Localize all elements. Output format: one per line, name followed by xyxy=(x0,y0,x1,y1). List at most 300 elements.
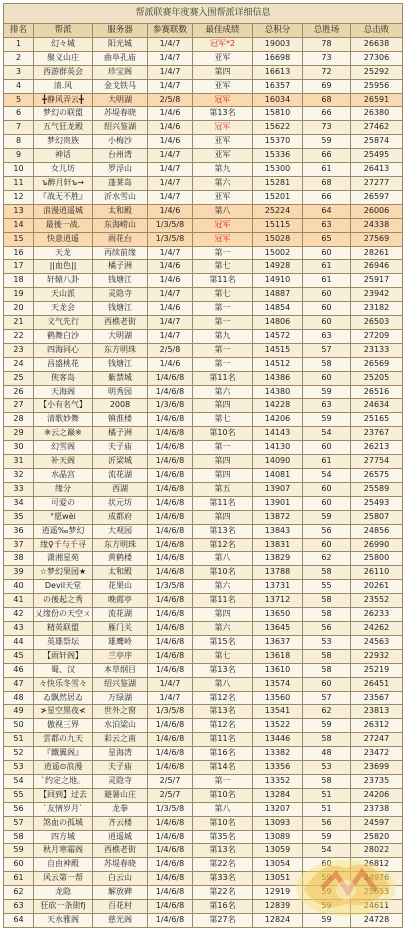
cell-best: 第六 xyxy=(193,580,253,594)
cell-rounds: 1/4/6 xyxy=(148,121,193,135)
cell-points: 12839 xyxy=(253,900,303,914)
cell-rank: 12 xyxy=(4,190,34,204)
cell-defeats: 23735 xyxy=(351,774,403,788)
table-row xyxy=(4,107,403,121)
cell-points: 13872 xyxy=(253,510,303,524)
cell-wins: 55 xyxy=(303,580,351,594)
table-row xyxy=(4,93,403,107)
cell-defeats: 25205 xyxy=(351,371,403,385)
cell-server: 大观园 xyxy=(93,524,148,538)
cell-rank: 17 xyxy=(4,260,34,274)
cell-points: 14090 xyxy=(253,455,303,469)
cell-rounds: 1/4/7 xyxy=(148,65,193,79)
cell-rounds: 1/4/6/8 xyxy=(148,872,193,886)
cell-server: 夫子庙 xyxy=(93,441,148,455)
cell-best: 第33名 xyxy=(193,872,253,886)
cell-defeats: 22932 xyxy=(351,649,403,663)
cell-server: 西湖 xyxy=(93,482,148,496)
cell-points: 15300 xyxy=(253,163,303,177)
cell-rounds: 2/5/7 xyxy=(148,774,193,788)
cell-rank: 27 xyxy=(4,399,34,413)
cell-best: 第13名 xyxy=(193,705,253,719)
cell-wins: 60 xyxy=(303,288,351,302)
cell-defeats: 25820 xyxy=(351,830,403,844)
cell-rank: 32 xyxy=(4,469,34,483)
table-row xyxy=(4,37,403,51)
cell-rank: 41 xyxy=(4,594,34,608)
cell-guild: 【小有名气】 xyxy=(34,399,93,413)
cell-defeats: 25874 xyxy=(351,135,403,149)
cell-best: 第八 xyxy=(193,677,253,691)
cell-best: 第四 xyxy=(193,399,253,413)
cell-server: 万绿湖 xyxy=(93,691,148,705)
cell-rounds: 1/4/6/8 xyxy=(148,427,193,441)
cell-defeats: 26591 xyxy=(351,93,403,107)
cell-guild: 秋月寒霜阁 xyxy=(34,844,93,858)
cell-server: 蓬莱岛 xyxy=(93,176,148,190)
cell-rounds: 1/4/6/8 xyxy=(148,538,193,552)
cell-defeats: 25956 xyxy=(351,79,403,93)
cell-rank: 54 xyxy=(4,774,34,788)
table-row xyxy=(4,858,403,872)
cell-wins: 64 xyxy=(303,204,351,218)
cell-guild: 幻雪阁 xyxy=(34,441,93,455)
cell-rank: 6 xyxy=(4,107,34,121)
cell-server: 齐云楼 xyxy=(93,816,148,830)
cell-guild: 蜀、汉 xyxy=(34,663,93,677)
cell-server: 苏堤春晓 xyxy=(93,858,148,872)
cell-rank: 52 xyxy=(4,747,34,761)
cell-wins: 62 xyxy=(303,705,351,719)
table-row xyxy=(4,872,403,886)
cell-points: 16613 xyxy=(253,65,303,79)
cell-defeats: 24728 xyxy=(351,914,403,928)
cell-points: 14143 xyxy=(253,427,303,441)
cell-best: 第一 xyxy=(193,302,253,316)
cell-rounds: 1/4/6/8 xyxy=(148,385,193,399)
cell-rounds: 1/4/6 xyxy=(148,302,193,316)
cell-guild: 天龙会 xyxy=(34,302,93,316)
cell-server: 明秀园 xyxy=(93,385,148,399)
cell-rounds: 1/4/6/8 xyxy=(148,649,193,663)
cell-wins: 68 xyxy=(303,176,351,190)
cell-best: 第11名 xyxy=(193,274,253,288)
cell-server: 西樵老街 xyxy=(93,844,148,858)
cell-defeats: 25589 xyxy=(351,482,403,496)
cell-wins: 60 xyxy=(303,371,351,385)
cell-wins: 60 xyxy=(303,538,351,552)
cell-guild: 侠客岛 xyxy=(34,371,93,385)
table-row xyxy=(4,663,403,677)
cell-server: 阳光城 xyxy=(93,37,148,51)
cell-points: 14854 xyxy=(253,302,303,316)
cell-wins: 58 xyxy=(303,594,351,608)
cell-rounds: 1/4/6/8 xyxy=(148,886,193,900)
cell-rank: 45 xyxy=(4,649,34,663)
cell-guild: 聚义山庄 xyxy=(34,51,93,65)
cell-defeats: 26569 xyxy=(351,357,403,371)
cell-points: 14910 xyxy=(253,274,303,288)
cell-defeats: 23699 xyxy=(351,761,403,775)
cell-best: 第七 xyxy=(193,260,253,274)
cell-rounds: 1/4/7 xyxy=(148,329,193,343)
cell-wins: 59 xyxy=(303,914,351,928)
cell-rank: 21 xyxy=(4,316,34,330)
cell-wins: 56 xyxy=(303,621,351,635)
cell-rank: 48 xyxy=(4,691,34,705)
cell-rank: 11 xyxy=(4,176,34,190)
cell-defeats: 28022 xyxy=(351,844,403,858)
cell-defeats: 25653 xyxy=(351,886,403,900)
cell-wins: 58 xyxy=(303,774,351,788)
cell-rounds: 1/4/6/8 xyxy=(148,552,193,566)
cell-rounds: 1/3/5/8 xyxy=(148,580,193,594)
cell-wins: 69 xyxy=(303,79,351,93)
cell-points: 14081 xyxy=(253,469,303,483)
cell-server: 橘子洲 xyxy=(93,427,148,441)
cell-rounds: 1/4/6/8 xyxy=(148,441,193,455)
cell-guild: Devil天堂 xyxy=(34,580,93,594)
cell-rounds: 1/4/6/8 xyxy=(148,719,193,733)
cell-guild: ╋静风弄云╋ xyxy=(34,93,93,107)
table-row xyxy=(4,427,403,441)
cell-best: 第九 xyxy=(193,163,253,177)
cell-rounds: 1/4/6/8 xyxy=(148,524,193,538)
cell-rank: 44 xyxy=(4,635,34,649)
cell-points: 12824 xyxy=(253,914,303,928)
cell-points: 13574 xyxy=(253,677,303,691)
cell-points: 13382 xyxy=(253,747,303,761)
cell-wins: 60 xyxy=(303,677,351,691)
cell-points: 13712 xyxy=(253,594,303,608)
cell-server: 星海湾 xyxy=(93,747,148,761)
cell-rank: 46 xyxy=(4,663,34,677)
cell-server: 钱塘江 xyxy=(93,302,148,316)
cell-defeats: 23182 xyxy=(351,302,403,316)
cell-rounds: 1/4/6/8 xyxy=(148,413,193,427)
cell-server: 彩云之南 xyxy=(93,733,148,747)
table-row xyxy=(4,608,403,622)
cell-wins: 72 xyxy=(303,65,351,79)
cell-server: 世外之窗 xyxy=(93,705,148,719)
cell-wins: 59 xyxy=(303,510,351,524)
cell-server: 雄鹰岭 xyxy=(93,635,148,649)
cell-guild: 轩辕八卦 xyxy=(34,274,93,288)
cell-wins: 73 xyxy=(303,121,351,135)
cell-best: 第一 xyxy=(193,441,253,455)
cell-defeats: 26380 xyxy=(351,107,403,121)
cell-guild: 清.风 xyxy=(34,79,93,93)
table-row xyxy=(4,385,403,399)
cell-defeats: 23813 xyxy=(351,705,403,719)
cell-rank: 59 xyxy=(4,844,34,858)
table-row xyxy=(4,621,403,635)
cell-rank: 18 xyxy=(4,274,34,288)
table-row xyxy=(4,399,403,413)
cell-defeats: 25917 xyxy=(351,274,403,288)
cell-rank: 1 xyxy=(4,37,34,51)
cell-rank: 23 xyxy=(4,343,34,357)
cell-rounds: 1/4/6/8 xyxy=(148,621,193,635)
table-row xyxy=(4,844,403,858)
cell-defeats: 25219 xyxy=(351,663,403,677)
cell-points: 14380 xyxy=(253,385,303,399)
cell-rounds: 1/4/7 xyxy=(148,316,193,330)
cell-rounds: 1/4/6/8 xyxy=(148,858,193,872)
cell-wins: 56 xyxy=(303,816,351,830)
cell-guild: 风云第一帮 xyxy=(34,872,93,886)
cell-server: 花果山 xyxy=(93,580,148,594)
cell-best: 第八 xyxy=(193,552,253,566)
cell-wins: 59 xyxy=(303,385,351,399)
cell-points: 14887 xyxy=(253,288,303,302)
table-title-row xyxy=(4,4,403,24)
cell-wins: 66 xyxy=(303,149,351,163)
table-row xyxy=(4,176,403,190)
cell-defeats: 24338 xyxy=(351,218,403,232)
cell-best: 第六 xyxy=(193,176,253,190)
cell-defeats: 25807 xyxy=(351,510,403,524)
cell-guild: 鹤舞白沙 xyxy=(34,329,93,343)
column-header-server: 服务器 xyxy=(93,24,148,38)
cell-guild: 快意逍遥 xyxy=(34,232,93,246)
cell-server: 兰亭序 xyxy=(93,649,148,663)
cell-wins: 59 xyxy=(303,413,351,427)
cell-rank: 31 xyxy=(4,455,34,469)
cell-best: 第14名 xyxy=(193,761,253,775)
cell-defeats: 27462 xyxy=(351,121,403,135)
cell-wins: 68 xyxy=(303,93,351,107)
cell-rank: 25 xyxy=(4,371,34,385)
cell-guild: 天水雅阁 xyxy=(34,914,93,928)
cell-guild: ゐ飘然居ゐ xyxy=(34,691,93,705)
cell-wins: 60 xyxy=(303,246,351,260)
cell-rank: 35 xyxy=(4,510,34,524)
cell-rank: 64 xyxy=(4,914,34,928)
cell-points: 13901 xyxy=(253,496,303,510)
cell-guild: 龙隐 xyxy=(34,886,93,900)
cell-server: 慈光阁 xyxy=(93,914,148,928)
cell-wins: 58 xyxy=(303,357,351,371)
cell-rounds: 1/4/6/8 xyxy=(148,844,193,858)
cell-wins: 57 xyxy=(303,691,351,705)
cell-server: 本草纲目 xyxy=(93,663,148,677)
table-row xyxy=(4,343,403,357)
cell-rounds: 1/4/7 xyxy=(148,246,193,260)
cell-rank: 60 xyxy=(4,858,34,872)
cell-rank: 29 xyxy=(4,427,34,441)
cell-defeats: 23552 xyxy=(351,594,403,608)
cell-guild: 五气狂龙殿 xyxy=(34,121,93,135)
cell-points: 13284 xyxy=(253,788,303,802)
cell-points: 13051 xyxy=(253,872,303,886)
cell-server: 黄鹤楼 xyxy=(93,552,148,566)
cell-points: 19003 xyxy=(253,37,303,51)
cell-best: 第五 xyxy=(193,482,253,496)
cell-wins: 58 xyxy=(303,733,351,747)
cell-rounds: 1/4/7 xyxy=(148,149,193,163)
table-row xyxy=(4,774,403,788)
cell-points: 13207 xyxy=(253,802,303,816)
cell-guild: 四海同心 xyxy=(34,343,93,357)
cell-rank: 51 xyxy=(4,733,34,747)
cell-points: 15810 xyxy=(253,107,303,121)
column-header-best: 最佳成绩 xyxy=(193,24,253,38)
cell-best: 第13名 xyxy=(193,844,253,858)
cell-defeats: 26575 xyxy=(351,469,403,483)
cell-rank: 57 xyxy=(4,816,34,830)
cell-rounds: 1/3/5/8 xyxy=(148,218,193,232)
table-row xyxy=(4,204,403,218)
cell-guild: 最後一战. xyxy=(34,218,93,232)
cell-rounds: 1/4/6/8 xyxy=(148,608,193,622)
cell-rank: 63 xyxy=(4,900,34,914)
cell-server: 成都府 xyxy=(93,510,148,524)
cell-best: 第10名 xyxy=(193,427,253,441)
cell-wins: 60 xyxy=(303,858,351,872)
cell-points: 12919 xyxy=(253,886,303,900)
cell-guild: ||血色|| xyxy=(34,260,93,274)
cell-rank: 28 xyxy=(4,413,34,427)
table-row xyxy=(4,413,403,427)
cell-best: 第一 xyxy=(193,343,253,357)
cell-defeats: 27306 xyxy=(351,51,403,65)
cell-guild: 々快乐冬雪々 xyxy=(34,677,93,691)
cell-wins: 53 xyxy=(303,761,351,775)
cell-guild: 水晶宫 xyxy=(34,469,93,483)
cell-rank: 3 xyxy=(4,65,34,79)
cell-rounds: 2/5/8 xyxy=(148,343,193,357)
table-row xyxy=(4,302,403,316)
cell-guild: 煞血の孤城 xyxy=(34,816,93,830)
cell-server: 解放碑 xyxy=(93,886,148,900)
cell-defeats: 26812 xyxy=(351,858,403,872)
cell-guild: 昌盛桃花 xyxy=(34,357,93,371)
table-row xyxy=(4,316,403,330)
cell-rank: 34 xyxy=(4,496,34,510)
cell-defeats: 26638 xyxy=(351,37,403,51)
cell-wins: 61 xyxy=(303,260,351,274)
cell-rounds: 1/4/6 xyxy=(148,274,193,288)
cell-server: 东方明珠 xyxy=(93,538,148,552)
cell-rank: 37 xyxy=(4,538,34,552)
cell-best: 第12名 xyxy=(193,719,253,733)
column-header-wins: 总胜场 xyxy=(303,24,351,38)
cell-server: 百花村 xyxy=(93,900,148,914)
cell-best: 第16名 xyxy=(193,900,253,914)
cell-guild: °愿wèi xyxy=(34,510,93,524)
cell-defeats: 27209 xyxy=(351,329,403,343)
table-row xyxy=(4,594,403,608)
cell-rounds: 1/3/5/8 xyxy=(148,802,193,816)
table-row xyxy=(4,649,403,663)
cell-defeats: 26597 xyxy=(351,190,403,204)
cell-wins: 59 xyxy=(303,900,351,914)
table-row xyxy=(4,691,403,705)
table-header-row xyxy=(4,24,403,38)
cell-best: 亚军 xyxy=(193,149,253,163)
cell-points: 13541 xyxy=(253,705,303,719)
cell-best: 第12名 xyxy=(193,538,253,552)
table-row xyxy=(4,260,403,274)
cell-rounds: 1/4/6/8 xyxy=(148,761,193,775)
cell-rank: 22 xyxy=(4,329,34,343)
cell-server: 珍宝阁 xyxy=(93,65,148,79)
cell-wins: 66 xyxy=(303,107,351,121)
cell-rounds: 1/4/6/8 xyxy=(148,482,193,496)
cell-defeats: 26312 xyxy=(351,719,403,733)
cell-wins: 54 xyxy=(303,469,351,483)
cell-rank: 53 xyxy=(4,761,34,775)
cell-server: 晚霞亭 xyxy=(93,594,148,608)
cell-defeats: 23133 xyxy=(351,343,403,357)
cell-defeats: 24206 xyxy=(351,788,403,802)
cell-best: 亚军 xyxy=(193,135,253,149)
cell-wins: 58 xyxy=(303,649,351,663)
cell-guild: 英雄祭坛 xyxy=(34,635,93,649)
cell-rounds: 1/4/6/8 xyxy=(148,733,193,747)
cell-points: 14928 xyxy=(253,260,303,274)
cell-rank: 5 xyxy=(4,93,34,107)
cell-guild: 女儿坊 xyxy=(34,163,93,177)
cell-best: 第11名 xyxy=(193,733,253,747)
cell-server: 避暑山庄 xyxy=(93,788,148,802)
cell-defeats: 24262 xyxy=(351,621,403,635)
table-row xyxy=(4,65,403,79)
cell-best: 第10名 xyxy=(193,566,253,580)
cell-defeats: 25800 xyxy=(351,552,403,566)
cell-guild: 【回到】过去 xyxy=(34,788,93,802)
cell-best: 第七 xyxy=(193,649,253,663)
cell-best: 第22名 xyxy=(193,858,253,872)
cell-defeats: 26110 xyxy=(351,566,403,580)
cell-server: 夫子庙 xyxy=(93,761,148,775)
cell-guild: 神话 xyxy=(34,149,93,163)
cell-points: 13788 xyxy=(253,566,303,580)
cell-points: 13831 xyxy=(253,538,303,552)
cell-server: 紫禁城 xyxy=(93,371,148,385)
table-row xyxy=(4,496,403,510)
cell-rank: 19 xyxy=(4,288,34,302)
table-row xyxy=(4,51,403,65)
table-row xyxy=(4,329,403,343)
cell-guild: 西游群英会 xyxy=(34,65,93,79)
cell-guild: 傲视三界 xyxy=(34,719,93,733)
ranking-table xyxy=(3,3,403,928)
cell-guild: 缘分 xyxy=(34,482,93,496)
cell-rounds: 1/4/6 xyxy=(148,204,193,218)
table-row xyxy=(4,900,403,914)
table-row xyxy=(4,190,403,204)
cell-rank: 33 xyxy=(4,482,34,496)
cell-points: 14130 xyxy=(253,441,303,455)
cell-wins: 73 xyxy=(303,51,351,65)
cell-rounds: 1/4/7 xyxy=(148,677,193,691)
cell-guild: 清歌妙舞 xyxy=(34,413,93,427)
cell-rank: 9 xyxy=(4,149,34,163)
table-row xyxy=(4,288,403,302)
cell-points: 15201 xyxy=(253,190,303,204)
cell-defeats: 28261 xyxy=(351,246,403,260)
cell-rounds: 1/4/6/8 xyxy=(148,816,193,830)
cell-rank: 43 xyxy=(4,621,34,635)
cell-wins: 59 xyxy=(303,886,351,900)
cell-rounds: 1/4/6/8 xyxy=(148,830,193,844)
cell-points: 14386 xyxy=(253,371,303,385)
cell-best: 第13名 xyxy=(193,663,253,677)
table-row xyxy=(4,705,403,719)
cell-best: 第六 xyxy=(193,621,253,635)
